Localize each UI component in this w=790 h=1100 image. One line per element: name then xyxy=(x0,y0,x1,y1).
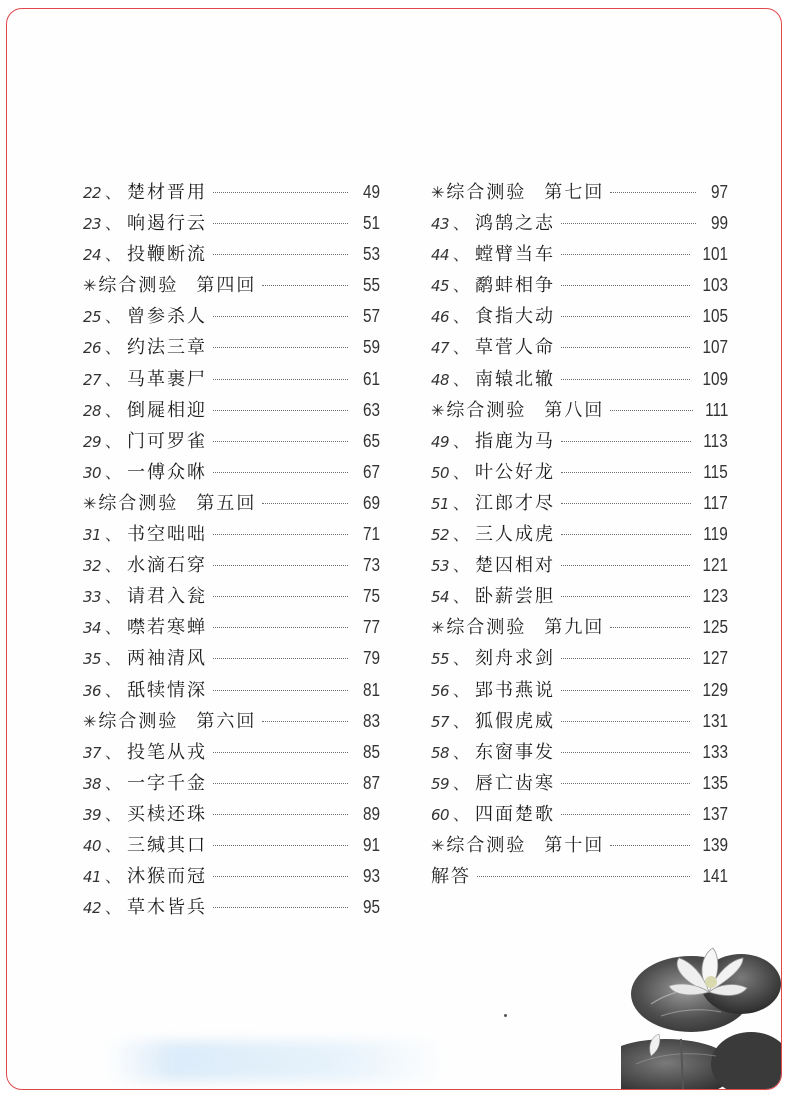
toc-entry[interactable] xyxy=(431,457,728,488)
entry-title: 倒屣相迎 xyxy=(127,399,208,421)
entry-page-number: 111 xyxy=(704,399,728,420)
toc-entry[interactable] xyxy=(83,768,380,799)
entry-separator: 、 xyxy=(105,867,122,887)
dot-leader xyxy=(262,503,348,504)
toc-entry[interactable] xyxy=(83,395,380,426)
toc-right-column xyxy=(431,177,728,892)
entry-title: 买椟还珠 xyxy=(127,803,208,825)
dot-leader xyxy=(213,192,348,193)
entry-page-number: 113 xyxy=(703,430,728,451)
entry-separator: 、 xyxy=(453,431,470,451)
entry-separator: 、 xyxy=(105,587,122,607)
entry-title: 南辕北辙 xyxy=(475,368,556,390)
entry-page-number: 81 xyxy=(362,679,380,700)
toc-entry[interactable] xyxy=(431,643,728,674)
entry-separator: 、 xyxy=(453,773,470,793)
review-round: 第十回 xyxy=(544,834,605,856)
entry-separator: 、 xyxy=(105,431,122,451)
dot-leader xyxy=(561,285,690,286)
toc-entry[interactable] xyxy=(83,239,380,270)
entry-title: 东窗事发 xyxy=(475,741,556,763)
entry-separator: 、 xyxy=(453,525,470,545)
dot-leader xyxy=(561,472,691,473)
entry-separator: 、 xyxy=(453,680,470,700)
toc-entry[interactable] xyxy=(83,364,380,395)
entry-number: 50 xyxy=(431,463,450,482)
entry-title: 水滴石穿 xyxy=(127,555,208,577)
entry-title: 曾参杀人 xyxy=(127,306,208,328)
entry-page-number: 125 xyxy=(702,617,728,638)
review-title: 综合测验 xyxy=(98,275,179,297)
entry-number: 30 xyxy=(83,463,102,482)
entry-number: 49 xyxy=(431,432,450,451)
entry-title: 书空咄咄 xyxy=(127,524,208,546)
entry-page-number: 103 xyxy=(702,275,728,296)
entry-separator: 、 xyxy=(453,742,470,762)
dot-leader xyxy=(213,876,348,877)
toc-entry[interactable] xyxy=(431,799,728,830)
entry-title: 草菅人命 xyxy=(475,337,556,359)
dot-leader xyxy=(610,410,692,411)
dot-leader xyxy=(213,658,348,659)
toc-answers-entry[interactable] xyxy=(431,861,728,892)
toc-entry[interactable] xyxy=(431,519,728,550)
entry-separator: 、 xyxy=(105,338,122,358)
entry-title: 请君入瓮 xyxy=(127,586,208,608)
toc-entry[interactable] xyxy=(431,581,728,612)
review-title: 综合测验 xyxy=(98,710,179,732)
entry-page-number: 69 xyxy=(362,492,380,513)
toc-entry[interactable] xyxy=(83,581,380,612)
entry-title: 门可罗雀 xyxy=(127,430,208,452)
toc-entry[interactable] xyxy=(431,706,728,737)
entry-number: 24 xyxy=(83,246,102,265)
entry-number: 60 xyxy=(431,805,450,824)
entry-page-number: 65 xyxy=(362,430,380,451)
dot-leader xyxy=(610,845,690,846)
entry-page-number: 141 xyxy=(702,866,728,887)
entry-number: 35 xyxy=(83,650,102,669)
entry-title: 鹬蚌相争 xyxy=(475,275,556,297)
toc-entry[interactable] xyxy=(431,675,728,706)
dot-leader xyxy=(610,192,696,193)
dot-leader xyxy=(561,783,690,784)
toc-entry[interactable] xyxy=(83,737,380,768)
toc-entry[interactable] xyxy=(431,550,728,581)
toc-entry[interactable] xyxy=(431,301,728,332)
page-frame xyxy=(6,8,782,1090)
entry-title: 郢书燕说 xyxy=(475,679,556,701)
entry-separator: 、 xyxy=(453,587,470,607)
entry-number: 45 xyxy=(431,277,450,296)
toc-review-entry[interactable] xyxy=(431,177,728,208)
dot-leader xyxy=(213,223,348,224)
entry-separator: 、 xyxy=(105,618,122,638)
entry-page-number: 135 xyxy=(702,772,728,793)
watercolor-wash xyxy=(107,1041,447,1081)
entry-title: 沐猴而冠 xyxy=(127,866,208,888)
entry-page-number: 55 xyxy=(362,275,380,296)
entry-title: 食指大动 xyxy=(475,306,556,328)
dot-leader xyxy=(213,907,348,908)
dot-leader xyxy=(561,254,690,255)
dot-leader xyxy=(561,347,690,348)
entry-number: 58 xyxy=(431,743,450,762)
entry-separator: 、 xyxy=(105,400,122,420)
entry-title: 一傅众咻 xyxy=(127,461,208,483)
toc-entry[interactable] xyxy=(431,270,728,301)
entry-separator: 、 xyxy=(453,462,470,482)
entry-title: 响遏行云 xyxy=(127,213,208,235)
entry-title: 三人成虎 xyxy=(475,524,556,546)
entry-page-number: 129 xyxy=(702,679,728,700)
entry-page-number: 121 xyxy=(702,555,728,576)
lotus-painting-icon xyxy=(621,944,781,1089)
entry-separator: 、 xyxy=(453,369,470,389)
entry-title: 卧薪尝胆 xyxy=(475,586,556,608)
entry-page-number: 127 xyxy=(702,648,728,669)
entry-page-number: 123 xyxy=(702,586,728,607)
entry-separator: 、 xyxy=(453,493,470,513)
entry-separator: 、 xyxy=(453,711,470,731)
entry-number: 41 xyxy=(83,868,102,887)
dot-leader xyxy=(213,752,348,753)
entry-title: 指鹿为马 xyxy=(475,430,556,452)
entry-page-number: 91 xyxy=(362,834,380,855)
entry-page-number: 97 xyxy=(710,182,728,202)
review-round: 第八回 xyxy=(544,399,605,421)
toc-entry[interactable] xyxy=(83,332,380,363)
entry-page-number: 95 xyxy=(362,897,380,918)
entry-separator: 、 xyxy=(453,804,470,824)
entry-page-number: 105 xyxy=(702,306,728,327)
toc-review-entry[interactable] xyxy=(83,706,380,737)
toc-entry[interactable] xyxy=(83,799,380,830)
dot-leader xyxy=(213,316,348,317)
dot-leader xyxy=(213,379,348,380)
entry-separator: 、 xyxy=(105,804,122,824)
entry-title: 三缄其口 xyxy=(127,834,208,856)
entry-number: 26 xyxy=(83,339,102,358)
entry-number: 27 xyxy=(83,370,102,389)
toc-entry[interactable] xyxy=(83,550,380,581)
entry-separator: 、 xyxy=(105,680,122,700)
review-marker-icon: ✳ xyxy=(431,835,445,855)
entry-page-number: 133 xyxy=(702,741,728,762)
entry-page-number: 117 xyxy=(703,492,728,513)
entry-separator: 、 xyxy=(105,649,122,669)
dot-leader xyxy=(213,627,348,628)
entry-title: 舐犊情深 xyxy=(127,679,208,701)
entry-number: 37 xyxy=(83,743,102,762)
entry-title: 噤若寒蝉 xyxy=(127,617,208,639)
toc-entry[interactable] xyxy=(83,426,380,457)
entry-number: 47 xyxy=(431,339,450,358)
entry-number: 23 xyxy=(83,215,102,234)
entry-number: 48 xyxy=(431,370,450,389)
dot-leader xyxy=(561,441,691,442)
entry-number: 31 xyxy=(83,526,102,545)
entry-title: 狐假虎威 xyxy=(475,710,556,732)
entry-separator: 、 xyxy=(105,183,122,202)
toc-entry[interactable] xyxy=(431,768,728,799)
dot-leader xyxy=(610,627,690,628)
entry-separator: 、 xyxy=(453,245,470,265)
toc-review-entry[interactable] xyxy=(83,270,380,301)
toc-entry[interactable] xyxy=(83,208,380,239)
toc-entry[interactable] xyxy=(83,675,380,706)
review-round: 第六回 xyxy=(196,710,257,732)
answers-title: 解答 xyxy=(431,866,471,888)
entry-title: 两袖清风 xyxy=(127,648,208,670)
dot-leader xyxy=(213,596,348,597)
dot-leader xyxy=(213,472,348,473)
toc-entry[interactable] xyxy=(83,301,380,332)
entry-separator: 、 xyxy=(105,898,122,918)
entry-page-number: 87 xyxy=(362,772,380,793)
review-marker-icon: ✳ xyxy=(83,276,97,296)
entry-page-number: 107 xyxy=(702,337,728,358)
entry-page-number: 49 xyxy=(362,182,380,202)
entry-number: 39 xyxy=(83,805,102,824)
entry-number: 44 xyxy=(431,246,450,265)
entry-number: 28 xyxy=(83,401,102,420)
entry-page-number: 57 xyxy=(362,306,380,327)
review-title: 综合测验 xyxy=(446,617,527,639)
entry-title: 约法三章 xyxy=(127,337,208,359)
dot-leader xyxy=(561,565,690,566)
toc-entry[interactable] xyxy=(83,519,380,550)
entry-number: 36 xyxy=(83,681,102,700)
dot-leader xyxy=(213,690,348,691)
entry-page-number: 53 xyxy=(362,244,380,265)
entry-number: 40 xyxy=(83,836,102,855)
entry-title: 楚囚相对 xyxy=(475,555,556,577)
dot-leader xyxy=(213,565,348,566)
entry-number: 22 xyxy=(83,184,102,202)
entry-title: 一字千金 xyxy=(127,772,208,794)
dot-leader xyxy=(213,783,348,784)
review-round: 第四回 xyxy=(196,275,257,297)
dot-leader xyxy=(561,690,690,691)
entry-number: 43 xyxy=(431,215,450,234)
review-marker-icon: ✳ xyxy=(431,400,445,420)
entry-separator: 、 xyxy=(453,307,470,327)
entry-title: 叶公好龙 xyxy=(475,461,556,483)
toc-review-entry[interactable] xyxy=(431,612,728,643)
entry-separator: 、 xyxy=(105,462,122,482)
entry-title: 江郎才尽 xyxy=(475,492,556,514)
entry-page-number: 115 xyxy=(703,461,728,482)
entry-page-number: 139 xyxy=(702,834,728,855)
entry-page-number: 71 xyxy=(362,524,380,545)
entry-separator: 、 xyxy=(105,773,122,793)
toc-left-column xyxy=(83,177,380,923)
review-marker-icon: ✳ xyxy=(431,618,445,638)
entry-title: 螳臂当车 xyxy=(475,244,556,266)
dot-leader xyxy=(213,441,348,442)
review-round: 第五回 xyxy=(196,492,257,514)
entry-page-number: 99 xyxy=(710,213,728,234)
entry-page-number: 119 xyxy=(703,524,728,545)
toc-entry[interactable] xyxy=(431,208,728,239)
entry-separator: 、 xyxy=(105,525,122,545)
entry-title: 楚材晋用 xyxy=(127,182,208,203)
entry-title: 刻舟求剑 xyxy=(475,648,556,670)
toc-entry[interactable] xyxy=(83,643,380,674)
entry-separator: 、 xyxy=(105,742,122,762)
toc-entry[interactable] xyxy=(83,830,380,861)
entry-number: 55 xyxy=(431,650,450,669)
entry-separator: 、 xyxy=(105,307,122,327)
entry-number: 52 xyxy=(431,526,450,545)
entry-page-number: 101 xyxy=(702,244,728,265)
dot-leader xyxy=(262,721,348,722)
toc-entry[interactable] xyxy=(83,892,380,923)
entry-separator: 、 xyxy=(105,214,122,234)
toc-entry[interactable] xyxy=(83,457,380,488)
dot-leader xyxy=(213,845,348,846)
entry-number: 46 xyxy=(431,308,450,327)
entry-number: 59 xyxy=(431,774,450,793)
review-round: 第七回 xyxy=(544,182,605,203)
entry-separator: 、 xyxy=(105,835,122,855)
entry-separator: 、 xyxy=(453,556,470,576)
review-marker-icon: ✳ xyxy=(431,183,445,202)
dot-leader xyxy=(561,596,690,597)
entry-page-number: 79 xyxy=(362,648,380,669)
dot-leader xyxy=(561,721,690,722)
review-round: 第九回 xyxy=(544,617,605,639)
entry-page-number: 93 xyxy=(362,866,380,887)
dot-leader xyxy=(561,658,690,659)
entry-number: 53 xyxy=(431,557,450,576)
entry-page-number: 85 xyxy=(362,741,380,762)
dot-leader xyxy=(477,876,690,877)
toc-review-entry[interactable] xyxy=(431,830,728,861)
dot-leader xyxy=(561,752,690,753)
ink-speck xyxy=(504,1014,507,1017)
entry-page-number: 63 xyxy=(362,399,380,420)
entry-title: 唇亡齿寒 xyxy=(475,772,556,794)
dot-leader xyxy=(213,814,348,815)
entry-page-number: 131 xyxy=(702,710,728,731)
entry-number: 54 xyxy=(431,588,450,607)
entry-separator: 、 xyxy=(453,214,470,234)
entry-page-number: 75 xyxy=(362,586,380,607)
review-title: 综合测验 xyxy=(98,492,179,514)
entry-title: 鸿鹄之志 xyxy=(475,213,556,235)
entry-title: 投鞭断流 xyxy=(127,244,208,266)
dot-leader xyxy=(213,347,348,348)
entry-number: 32 xyxy=(83,557,102,576)
toc-entry[interactable] xyxy=(83,861,380,892)
dot-leader xyxy=(561,814,690,815)
entry-page-number: 83 xyxy=(362,710,380,731)
toc-entry[interactable] xyxy=(431,239,728,270)
entry-title: 马革裹尸 xyxy=(127,368,208,390)
entry-separator: 、 xyxy=(453,276,470,296)
entry-page-number: 89 xyxy=(362,803,380,824)
review-title: 综合测验 xyxy=(446,182,527,203)
entry-number: 25 xyxy=(83,308,102,327)
entry-separator: 、 xyxy=(105,245,122,265)
toc-review-entry[interactable] xyxy=(83,488,380,519)
entry-page-number: 59 xyxy=(362,337,380,358)
entry-number: 33 xyxy=(83,588,102,607)
entry-number: 42 xyxy=(83,899,102,918)
entry-number: 57 xyxy=(431,712,450,731)
review-title: 综合测验 xyxy=(446,834,527,856)
dot-leader xyxy=(561,503,691,504)
dot-leader xyxy=(561,316,690,317)
entry-number: 38 xyxy=(83,774,102,793)
toc-entry[interactable] xyxy=(431,737,728,768)
dot-leader xyxy=(213,410,348,411)
dot-leader xyxy=(561,534,691,535)
entry-page-number: 109 xyxy=(702,368,728,389)
toc-entry[interactable] xyxy=(83,612,380,643)
entry-page-number: 61 xyxy=(362,368,380,389)
toc-entry[interactable] xyxy=(431,364,728,395)
dot-leader xyxy=(213,254,348,255)
entry-separator: 、 xyxy=(105,369,122,389)
entry-title: 四面楚歌 xyxy=(475,803,556,825)
entry-page-number: 77 xyxy=(362,617,380,638)
toc-entry[interactable] xyxy=(431,426,728,457)
review-title: 综合测验 xyxy=(446,399,527,421)
entry-separator: 、 xyxy=(453,338,470,358)
dot-leader xyxy=(561,379,690,380)
entry-number: 56 xyxy=(431,681,450,700)
toc-entry[interactable] xyxy=(431,488,728,519)
entry-number: 34 xyxy=(83,619,102,638)
entry-number: 29 xyxy=(83,432,102,451)
entry-separator: 、 xyxy=(453,649,470,669)
review-marker-icon: ✳ xyxy=(83,493,97,513)
entry-page-number: 51 xyxy=(362,213,380,234)
dot-leader xyxy=(213,534,348,535)
entry-page-number: 73 xyxy=(362,555,380,576)
review-marker-icon: ✳ xyxy=(83,711,97,731)
toc-entry[interactable] xyxy=(83,177,380,208)
entry-title: 草木皆兵 xyxy=(127,897,208,919)
entry-separator: 、 xyxy=(105,556,122,576)
entry-number: 51 xyxy=(431,494,450,513)
entry-title: 投笔从戎 xyxy=(127,741,208,763)
toc-entry[interactable] xyxy=(431,332,728,363)
dot-leader xyxy=(561,223,696,224)
entry-page-number: 67 xyxy=(362,461,380,482)
toc-review-entry[interactable] xyxy=(431,395,728,426)
entry-page-number: 137 xyxy=(702,803,728,824)
dot-leader xyxy=(262,285,348,286)
